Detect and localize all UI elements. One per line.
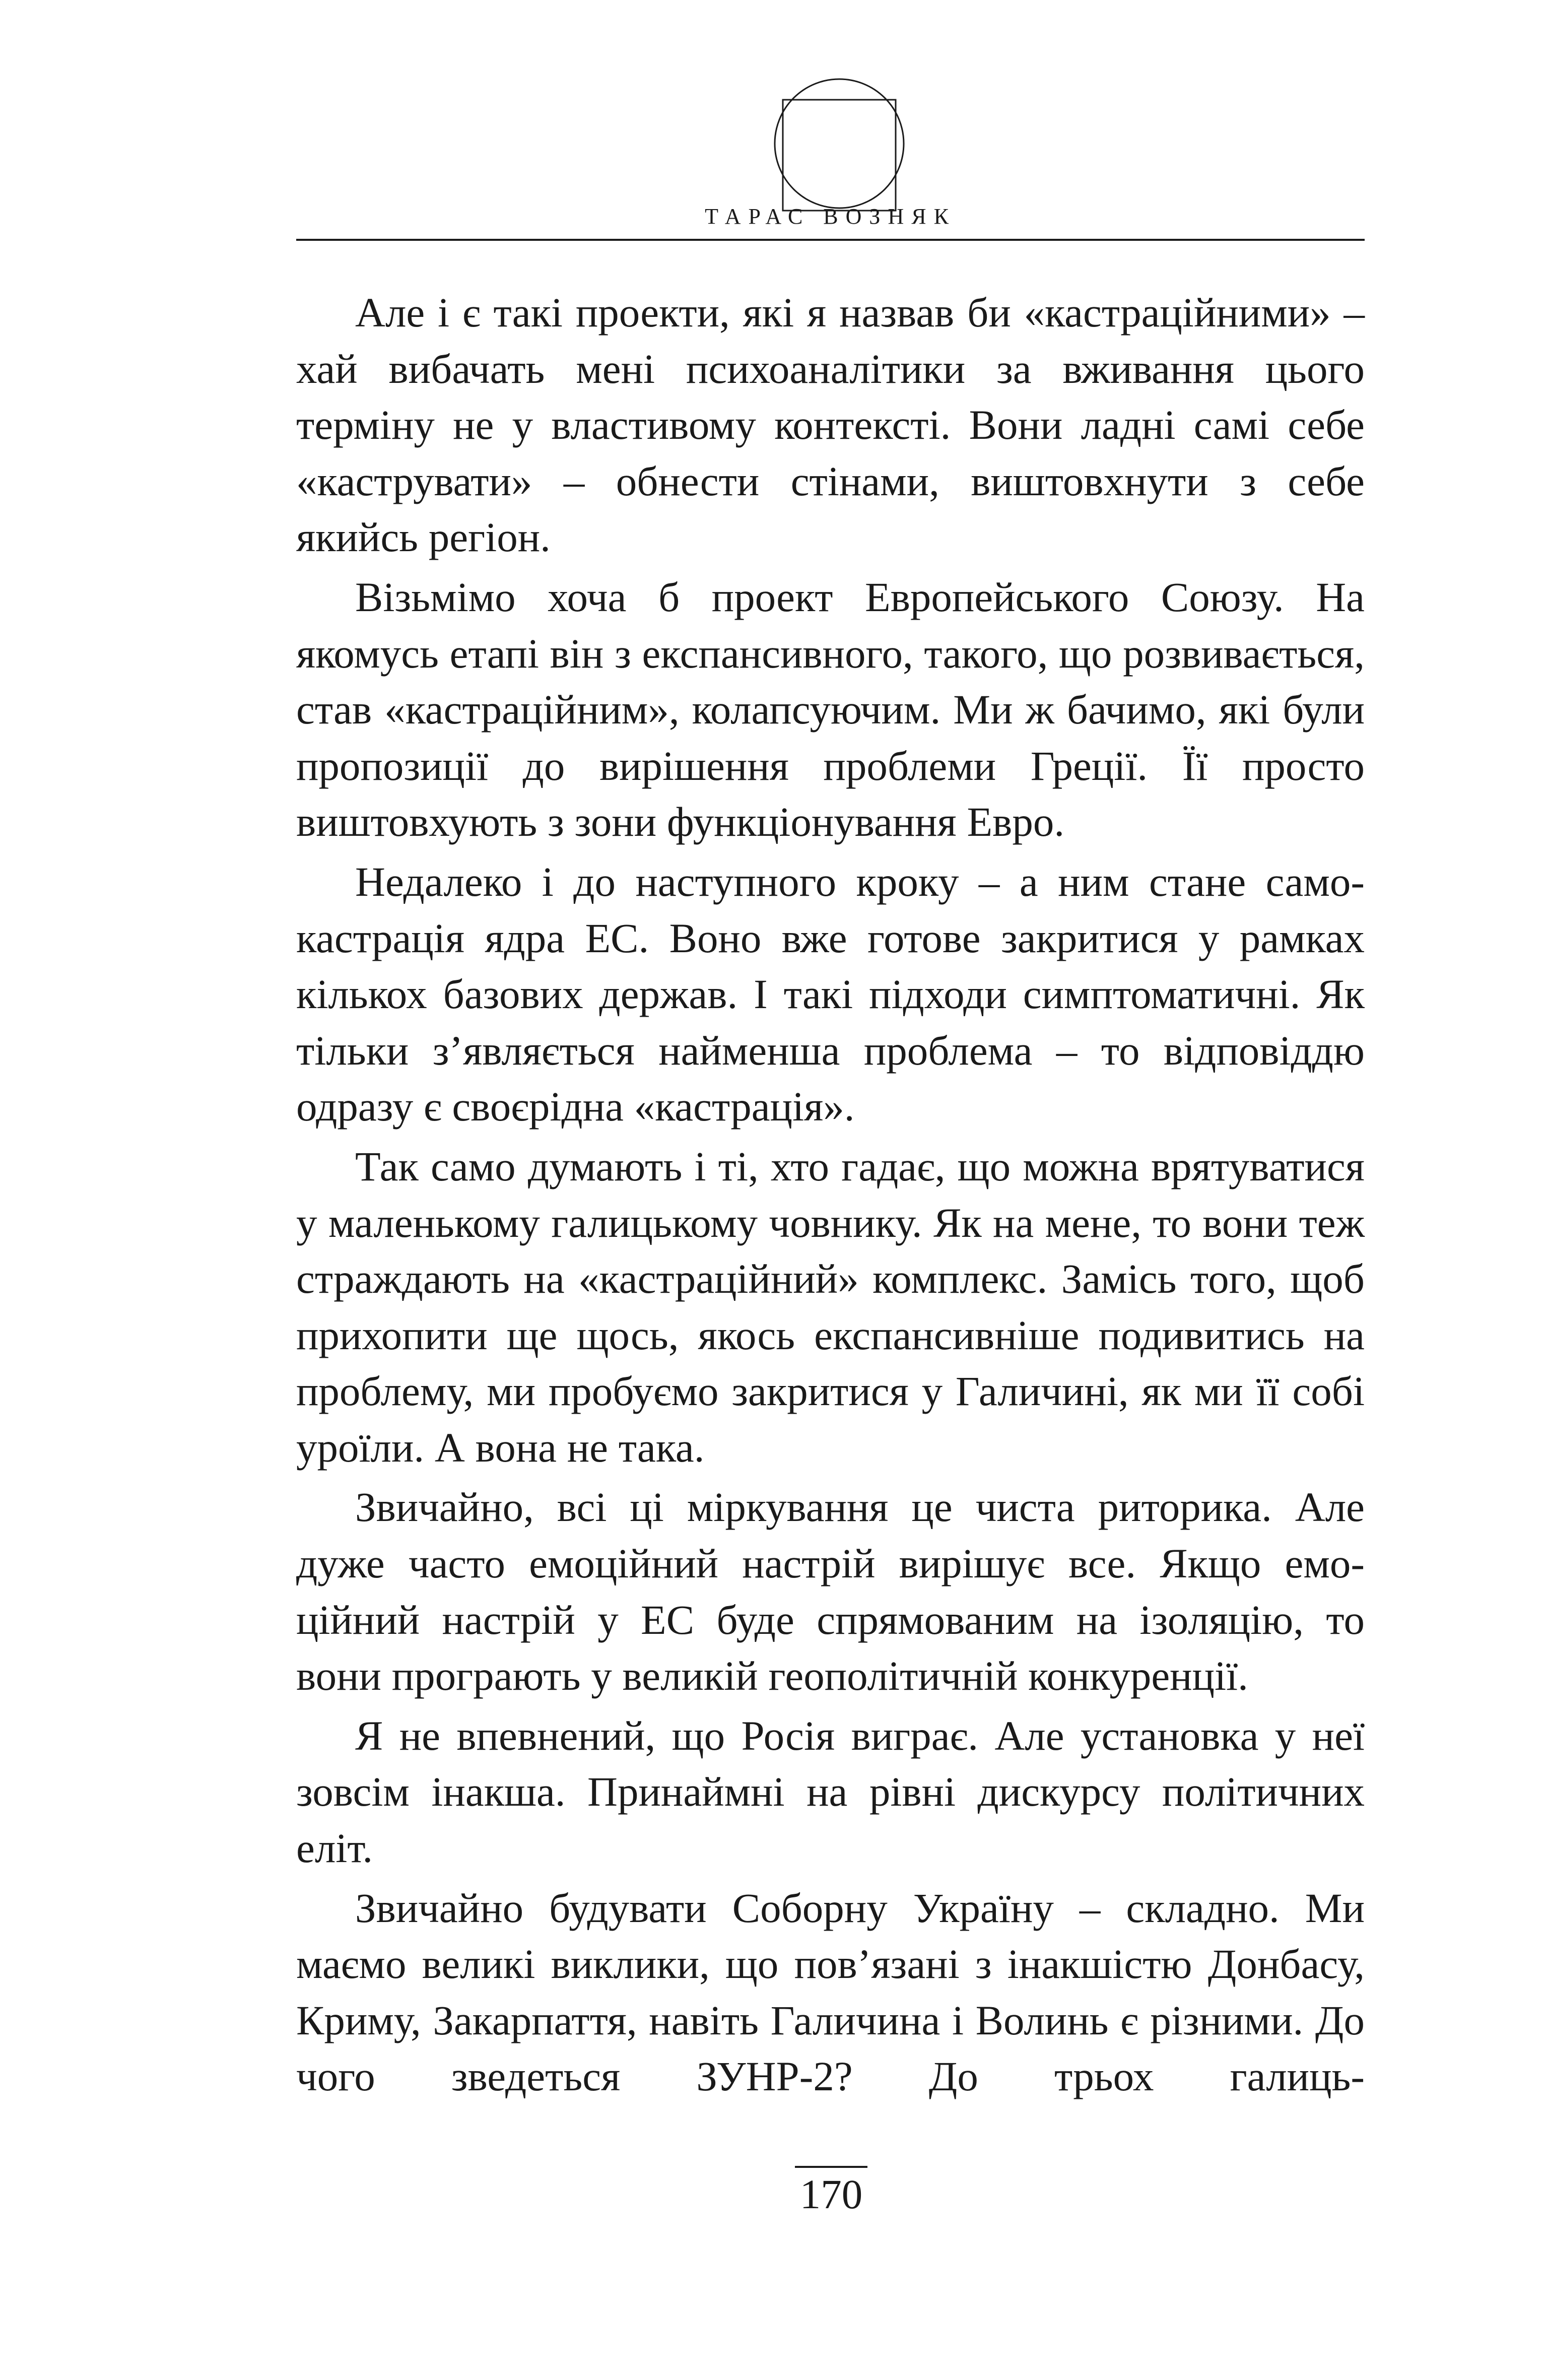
page-number (504, 2166, 1159, 2219)
running-header-author: ТАРАС ВОЗНЯК (705, 204, 956, 229)
paragraph-6: Я не впевнений, що Росія виграє. Але установка у неї зовсім інакша. Принаймні на рівні дискурсу політичних еліт. (296, 1712, 1365, 1872)
paragraph-4: Так само думають і ті, хто гадає, що можна врятуватися у маленькому галицькому човнику. Як на мене, то вони теж страждають на «кастраційний» комплекс. Замісь того, щоб прихопити ще щось, якось експансивніше подивитись на проблему, ми пробуємо закритися у Галичині, як ми її собі уроїли. А вона не така. (296, 1143, 1365, 1471)
body-text (296, 285, 1365, 2108)
paragraph-7: Звичайно будувати Соборну Україну – складно. Ми маємо великі виклики, що пов’язані з інакшістю Донбасу, Криму, Закарпаття, навіть Галичина і Волинь є різними. До чого зведеться ЗУНР-2? До трьох галиць- (296, 1884, 1365, 2100)
page-number-value: 170 (795, 2166, 868, 2219)
paragraph-1: Але і є такі проекти, які я назвав би «кастраційними» – хай вибачать мені психоаналітики за вживання цього терміну не у властивому контексті. Вони ладні самі себе «каструвати» – обнести стінами, виштовхнути з себе якийсь регіон. (296, 289, 1365, 561)
header-rule (296, 239, 1365, 241)
circle-square-emblem-icon (771, 76, 907, 212)
paragraph-5: Звичайно, всі ці міркування це чиста риторика. Але дуже часто емоційний настрій вирішує все. Якщо емоційний настрій у ЕС буде спрямованим на ізоляцію, то вони програють у великій геополітичній конкуренції. (296, 1484, 1365, 1699)
paragraph-2: Візьмімо хоча б проект Европейського Союзу. На якомусь етапі він з експансивного, такого, що розвивається, став «кастраційним», колапсуючим. Ми ж бачимо, які були пропозиції до вирішення проблеми Греції. Її просто виштовхують з зони функціонування Евро. (296, 573, 1365, 845)
paragraph-3: Недалеко і до наступного кроку – а ним стане самокастрація ядра ЕС. Воно вже готове закритися у рамках кількох базових держав. І такі підходи симптоматичні. Як тільки з’являється найменша проблема – то відповіддю одразу є своєрідна «кастрація». (296, 858, 1365, 1130)
